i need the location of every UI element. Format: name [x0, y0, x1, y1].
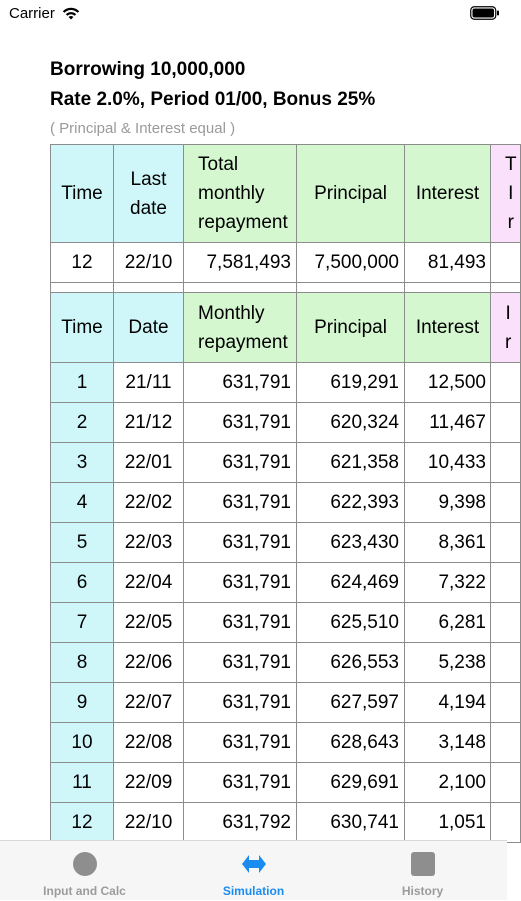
row-principal: 630,741 — [297, 803, 405, 843]
separator-cell — [114, 283, 184, 293]
tab-simulation[interactable] — [169, 841, 338, 901]
row-principal: 626,553 — [297, 643, 405, 683]
row-repayment: 631,791 — [184, 603, 297, 643]
row-principal: 621,358 — [297, 443, 405, 483]
row-date: 22/08 — [114, 723, 184, 763]
row-interest: 2,100 — [405, 763, 491, 803]
header-time: Time — [50, 144, 114, 243]
row-interest: 11,467 — [405, 403, 491, 443]
row-date: 21/11 — [114, 363, 184, 403]
row-interest: 7,322 — [405, 563, 491, 603]
row-interest: 6,281 — [405, 603, 491, 643]
separator-cell — [50, 283, 114, 293]
separator-cell — [297, 283, 405, 293]
row-repayment: 631,792 — [184, 803, 297, 843]
tab-bar — [0, 840, 507, 900]
header-principal: Principal — [297, 144, 405, 243]
header-last-date: Last date — [114, 144, 184, 243]
tab-label: History — [401, 884, 444, 898]
row-principal: 629,691 — [297, 763, 405, 803]
row-interest: 8,361 — [405, 523, 491, 563]
row-date: 22/04 — [114, 563, 184, 603]
row-time: 2 — [50, 403, 114, 443]
row-extra-cell — [491, 723, 521, 763]
tab-label: Simulation — [222, 884, 285, 898]
row-date: 21/12 — [114, 403, 184, 443]
row-repayment: 631,791 — [184, 643, 297, 683]
header-interest: Interest — [405, 144, 491, 243]
header-extra-column: T I r — [491, 144, 521, 243]
row-date: 22/02 — [114, 483, 184, 523]
bonus-date: 22/10 — [114, 243, 184, 283]
header-interest: Interest — [405, 293, 491, 363]
row-interest: 10,433 — [405, 443, 491, 483]
status-bar — [0, 0, 507, 28]
row-principal: 623,430 — [297, 523, 405, 563]
bonus-repayment: 7,581,493 — [184, 243, 297, 283]
repayment-method-note: ( Principal & Interest equal ) — [50, 120, 236, 137]
row-date: 22/07 — [114, 683, 184, 723]
row-date: 22/01 — [114, 443, 184, 483]
row-time: 12 — [50, 803, 114, 843]
loan-title: Borrowing 10,000,000 — [50, 59, 246, 80]
row-date: 22/06 — [114, 643, 184, 683]
row-principal: 619,291 — [297, 363, 405, 403]
row-interest: 5,238 — [405, 643, 491, 683]
row-extra-cell — [491, 443, 521, 483]
row-principal: 622,393 — [297, 483, 405, 523]
row-interest: 12,500 — [405, 363, 491, 403]
header-time: Time — [50, 293, 114, 363]
header-principal: Principal — [297, 293, 405, 363]
row-time: 1 — [50, 363, 114, 403]
row-date: 22/09 — [114, 763, 184, 803]
row-repayment: 631,791 — [184, 403, 297, 443]
row-repayment: 631,791 — [184, 723, 297, 763]
header-monthly-repayment: Monthly repayment — [184, 293, 297, 363]
row-extra-cell — [491, 563, 521, 603]
row-principal: 625,510 — [297, 603, 405, 643]
row-extra-cell — [491, 803, 521, 843]
row-repayment: 631,791 — [184, 443, 297, 483]
row-date: 22/03 — [114, 523, 184, 563]
arrows-icon — [241, 851, 267, 877]
separator-cell — [405, 283, 491, 293]
row-principal: 628,643 — [297, 723, 405, 763]
wifi-icon — [60, 4, 82, 22]
row-time: 7 — [50, 603, 114, 643]
row-time: 10 — [50, 723, 114, 763]
tab-label: Input and Calc — [43, 884, 126, 898]
bonus-extra-cell — [491, 243, 521, 283]
row-principal: 627,597 — [297, 683, 405, 723]
tab-input-and-calc[interactable] — [0, 841, 169, 901]
row-repayment: 631,791 — [184, 763, 297, 803]
separator-cell — [491, 283, 521, 293]
row-extra-cell — [491, 363, 521, 403]
row-repayment: 631,791 — [184, 483, 297, 523]
row-interest: 1,051 — [405, 803, 491, 843]
header-total-monthly-repayment: Total monthly repayment — [184, 144, 297, 243]
row-interest: 3,148 — [405, 723, 491, 763]
square-icon — [410, 851, 436, 877]
header-extra-column: I r — [491, 293, 521, 363]
bonus-interest: 81,493 — [405, 243, 491, 283]
row-time: 6 — [50, 563, 114, 603]
row-principal: 620,324 — [297, 403, 405, 443]
separator-cell — [184, 283, 297, 293]
row-extra-cell — [491, 523, 521, 563]
header-date: Date — [114, 293, 184, 363]
loan-conditions: Rate 2.0%, Period 01/00, Bonus 25% — [50, 89, 376, 110]
row-time: 9 — [50, 683, 114, 723]
row-extra-cell — [491, 683, 521, 723]
circle-icon — [72, 851, 98, 877]
row-principal: 624,469 — [297, 563, 405, 603]
row-repayment: 631,791 — [184, 683, 297, 723]
row-extra-cell — [491, 603, 521, 643]
row-extra-cell — [491, 763, 521, 803]
row-time: 4 — [50, 483, 114, 523]
row-date: 22/10 — [114, 803, 184, 843]
row-date: 22/05 — [114, 603, 184, 643]
row-time: 11 — [50, 763, 114, 803]
row-interest: 4,194 — [405, 683, 491, 723]
bonus-principal: 7,500,000 — [297, 243, 405, 283]
row-repayment: 631,791 — [184, 563, 297, 603]
battery-icon — [470, 6, 500, 20]
tab-history[interactable] — [338, 841, 507, 901]
row-time: 3 — [50, 443, 114, 483]
row-extra-cell — [491, 483, 521, 523]
row-repayment: 631,791 — [184, 363, 297, 403]
row-interest: 9,398 — [405, 483, 491, 523]
bonus-time: 12 — [50, 243, 114, 283]
row-time: 8 — [50, 643, 114, 683]
row-extra-cell — [491, 643, 521, 683]
row-extra-cell — [491, 403, 521, 443]
row-repayment: 631,791 — [184, 523, 297, 563]
carrier-label: Carrier — [9, 5, 55, 22]
row-time: 5 — [50, 523, 114, 563]
repayment-table[interactable] — [50, 144, 517, 840]
